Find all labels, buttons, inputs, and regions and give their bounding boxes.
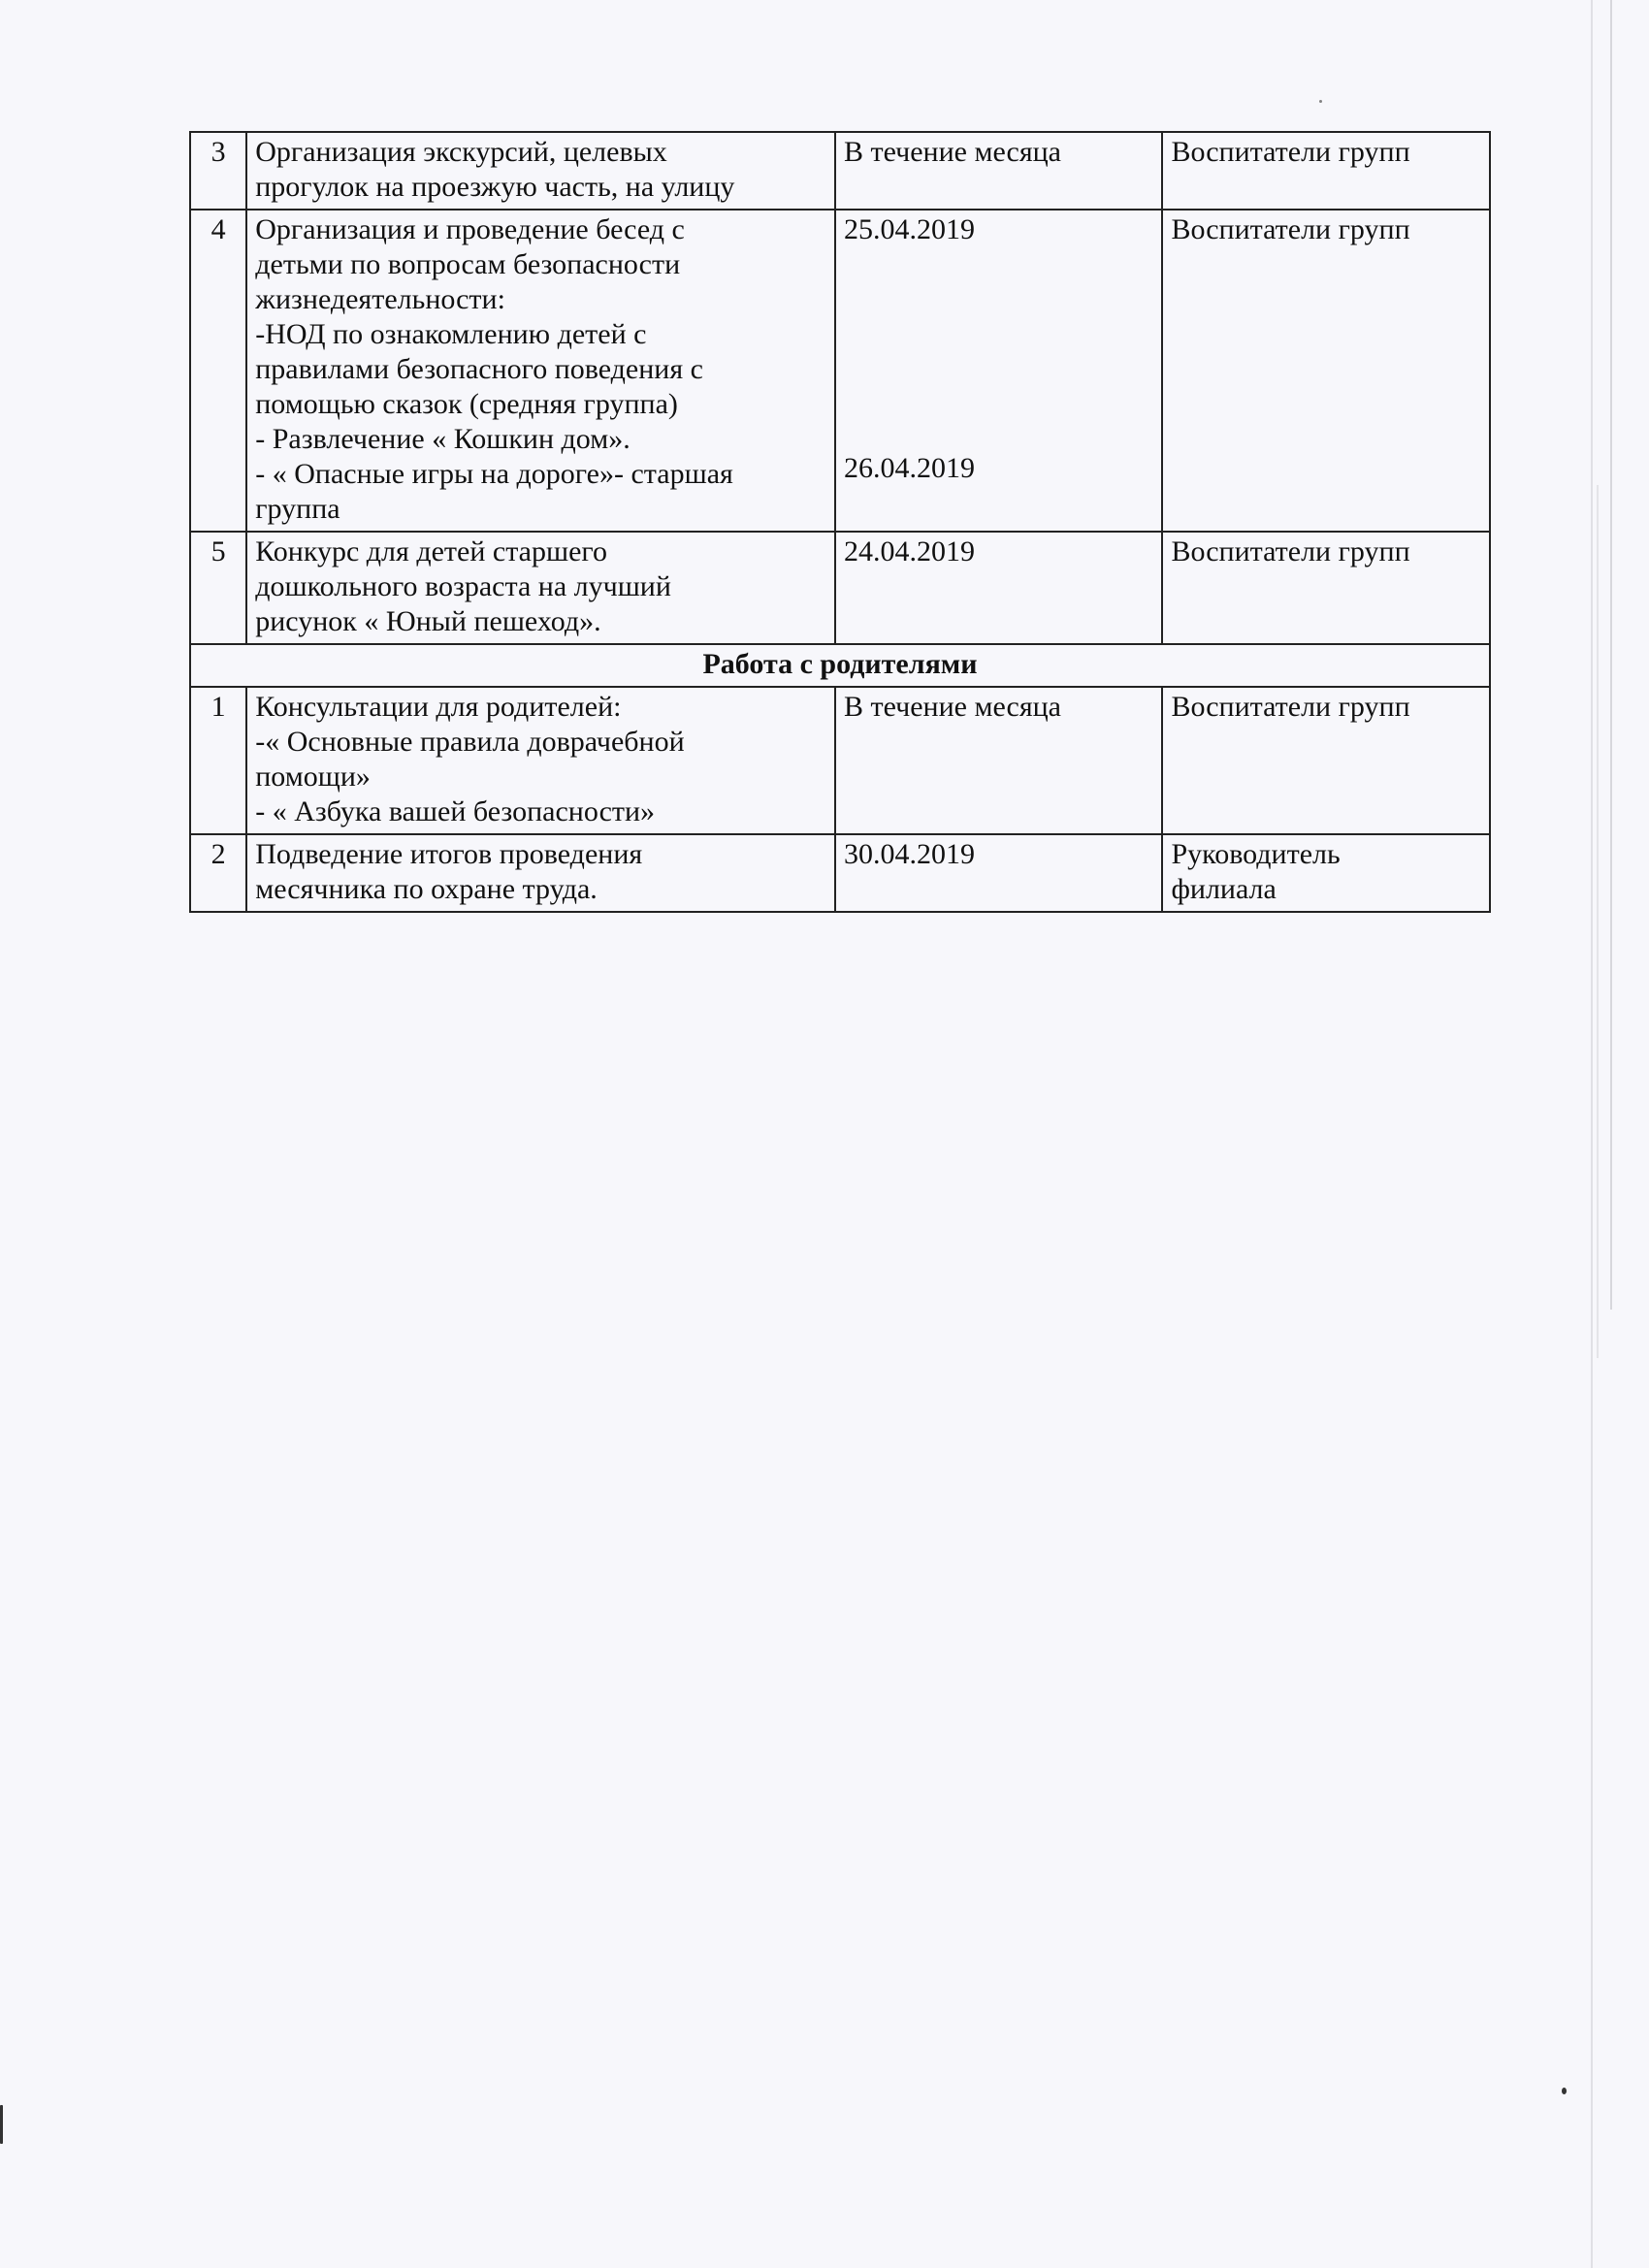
event-line: Организация и проведение бесед с <box>255 213 685 245</box>
event-line: рисунок « Юный пешеход». <box>255 605 601 637</box>
row-number: 1 <box>190 687 246 834</box>
date-cell <box>835 532 1163 644</box>
date-gap <box>844 247 1154 451</box>
scan-speck <box>1319 100 1322 103</box>
event-cell <box>246 834 835 912</box>
event-line: Консультации для родителей: <box>255 691 622 723</box>
event-line: Подведение итогов проведения <box>255 838 643 870</box>
date-line: 26.04.2019 <box>843 452 975 484</box>
event-cell <box>246 132 835 210</box>
table-row <box>190 132 1490 210</box>
responsible-line: Воспитатели групп <box>1171 213 1410 245</box>
event-line: -НОД по ознакомлению детей с <box>255 318 647 350</box>
responsible-line: Воспитатели групп <box>1171 691 1410 723</box>
responsible-line: филиала <box>1171 873 1277 905</box>
date-line: 24.04.2019 <box>843 535 975 567</box>
date-line: 25.04.2019 <box>843 213 975 245</box>
responsible-cell <box>1162 210 1490 532</box>
event-line: месячника по охране труда. <box>255 873 598 905</box>
date-cell <box>835 834 1163 912</box>
date-cell <box>835 210 1163 532</box>
table-row <box>190 834 1490 912</box>
event-line: правилами безопасного поведения с <box>255 353 703 385</box>
table-row <box>190 210 1490 532</box>
event-line: дошкольного возраста на лучший <box>255 570 671 602</box>
scan-speck <box>1562 2088 1567 2094</box>
event-line: детьми по вопросам безопасности <box>255 248 681 280</box>
scan-speck <box>0 2105 3 2144</box>
event-line: жизнедеятельности: <box>255 283 505 315</box>
scan-edge-line <box>1610 0 1612 1310</box>
date-line: 30.04.2019 <box>843 838 975 870</box>
responsible-cell <box>1162 132 1490 210</box>
event-line: Конкурс для детей старшего <box>255 535 607 567</box>
event-line: Организация экскурсий, целевых <box>255 136 667 168</box>
date-line: В течение месяца <box>843 136 1062 168</box>
activity-plan-table <box>189 131 1491 913</box>
event-line: помощи» <box>255 761 371 793</box>
section-title: Работа с родителями <box>190 644 1490 687</box>
row-number: 5 <box>190 532 246 644</box>
section-row <box>190 644 1490 687</box>
table-row <box>190 532 1490 644</box>
event-cell <box>246 532 835 644</box>
responsible-line: Воспитатели групп <box>1171 136 1410 168</box>
event-line: - « Опасные игры на дороге»- старшая <box>255 458 733 490</box>
event-line: прогулок на проезжую часть, на улицу <box>255 171 735 203</box>
row-number: 3 <box>190 132 246 210</box>
responsible-cell <box>1162 532 1490 644</box>
responsible-cell <box>1162 687 1490 834</box>
responsible-line: Руководитель <box>1171 838 1341 870</box>
scan-edge-line <box>1597 485 1599 1358</box>
event-line: - « Азбука вашей безопасности» <box>255 795 656 827</box>
scan-edge-line <box>1591 0 1593 2268</box>
event-line: группа <box>255 493 340 525</box>
table-row <box>190 687 1490 834</box>
event-cell <box>246 687 835 834</box>
date-line: В течение месяца <box>843 691 1062 723</box>
date-cell <box>835 132 1163 210</box>
row-number: 2 <box>190 834 246 912</box>
row-number: 4 <box>190 210 246 532</box>
event-line: - Развлечение « Кошкин дом». <box>255 423 630 455</box>
event-line: помощью сказок (средняя группа) <box>255 388 678 420</box>
responsible-line: Воспитатели групп <box>1171 535 1410 567</box>
responsible-cell <box>1162 834 1490 912</box>
event-cell <box>246 210 835 532</box>
date-cell <box>835 687 1163 834</box>
event-line: -« Основные правила доврачебной <box>255 726 685 758</box>
